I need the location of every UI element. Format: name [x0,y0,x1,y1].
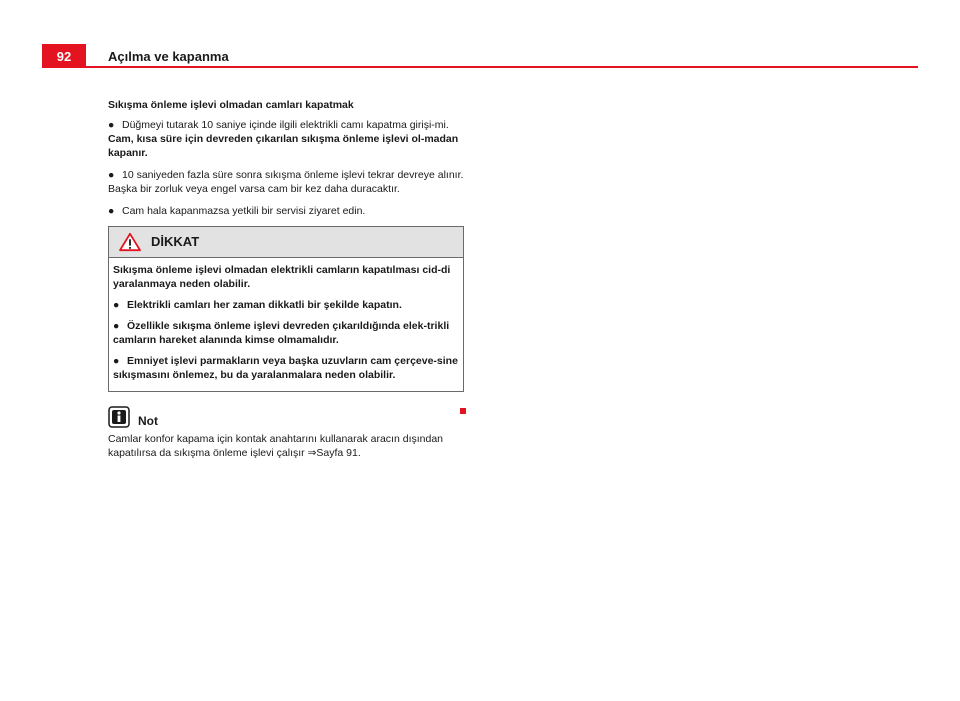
bullet: ● [113,355,120,367]
paragraph-3 [108,204,464,218]
page-number: 92 [42,44,86,68]
header-rule [42,66,918,68]
bullet: ● [113,320,120,332]
paragraph-2 [108,168,464,196]
note-text [108,432,464,460]
paragraph-2-text: 10 saniyeden fazla süre sonra sıkışma önleme işlevi tekrar devreye alınır. Başka bir zorluk veya engel varsa cam bir kez daha duracaktır. [108,169,464,195]
bullet: ● [113,299,120,311]
bullet: ● [108,119,115,131]
warning-title: DİKKAT [151,234,200,249]
note-title: Not [138,414,158,428]
warning-triangle-icon [117,232,143,252]
reference-arrow: ⇒ [307,447,317,459]
paragraph-1-bold: Cam, kısa süre için devreden çıkarılan sıkışma önleme işlevi ol-madan kapanır. [108,133,459,159]
page-reference-link[interactable]: Sayfa 91. [316,447,361,459]
warning-item [113,298,459,312]
section-heading: Sıkışma önleme işlevi olmadan camları kapatmak [108,99,354,111]
warning-item-text: Elektrikli camları her zaman dikkatli bir şekilde kapatın. [127,299,402,311]
section-end-marker [460,408,466,414]
bullet: ● [108,169,115,181]
warning-box [108,226,464,392]
paragraph-1 [108,118,464,160]
warning-item-text: Özellikle sıkışma önleme işlevi devreden çıkarıldığında elek-trikli camların hareket alanında kimse olmamalıdır. [113,320,450,346]
warning-intro: Sıkışma önleme işlevi olmadan elektrikli camların kapatılması cid-di yaralanmaya neden olabilir. [113,264,451,290]
info-icon [108,406,130,428]
note-body: Camlar konfor kapama için kontak anahtarını kullanarak aracın dışından kapatılırsa da sıkışma önleme işlevi çalışır [108,433,444,459]
warning-item-text: Emniyet işlevi parmakların veya başka uzuvların cam çerçeve-sine sıkışmasını önlemez, bu da yaralanmalara neden olabilir. [113,355,458,381]
bullet: ● [108,205,115,217]
note-header [108,406,464,428]
chapter-title: Açılma ve kapanma [108,49,229,64]
main-content [108,98,464,468]
warning-item [113,319,459,347]
warning-body [109,258,463,391]
warning-header [109,227,463,258]
paragraph-3-text: Cam hala kapanmazsa yetkili bir servisi ziyaret edin. [122,205,366,217]
paragraph-1-text: Düğmeyi tutarak 10 saniye içinde ilgili elektrikli camı kapatma girişi-mi. [122,119,449,131]
warning-item [113,354,459,382]
